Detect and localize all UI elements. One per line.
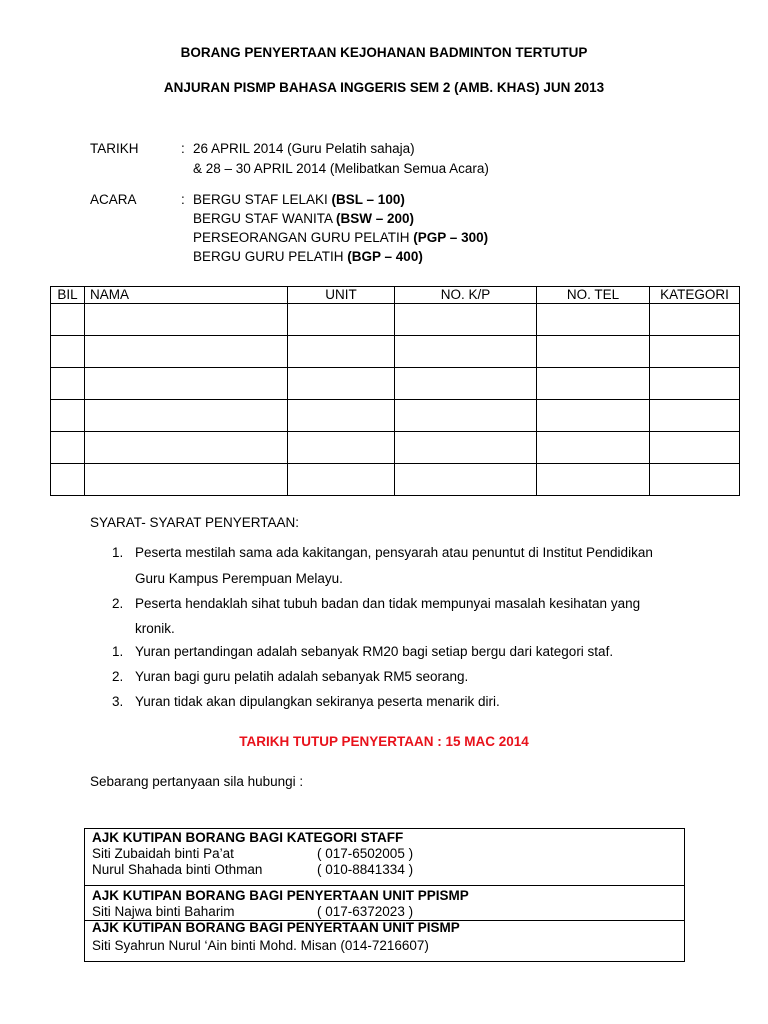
table-cell[interactable] — [537, 464, 650, 496]
contact-name: Siti Najwa binti Baharim — [92, 904, 235, 919]
condition-text: Guru Kampus Perempuan Melayu. — [135, 571, 343, 586]
table-cell[interactable] — [650, 464, 740, 496]
condition-text: Yuran tidak akan dipulangkan sekiranya peserta menarik diri. — [135, 694, 500, 709]
contact-name: Siti Zubaidah binti Pa’at — [92, 846, 234, 861]
event-code: (BSL – 100) — [331, 192, 405, 207]
table-body — [51, 304, 740, 496]
tarikh-line-2: & 28 – 30 APRIL 2014 (Melibatkan Semua Acara) — [193, 161, 489, 176]
table-cell[interactable] — [51, 336, 85, 368]
table-header-row — [51, 287, 740, 304]
table-cell[interactable] — [537, 336, 650, 368]
table-cell[interactable] — [85, 464, 288, 496]
table-cell[interactable] — [650, 336, 740, 368]
contact-person — [85, 938, 684, 954]
table-cell[interactable] — [395, 464, 537, 496]
table-cell[interactable] — [85, 368, 288, 400]
table-cell[interactable] — [51, 432, 85, 464]
table-cell[interactable] — [650, 368, 740, 400]
table-cell[interactable] — [395, 400, 537, 432]
table-cell[interactable] — [288, 400, 395, 432]
contact-heading: AJK KUTIPAN BORANG BAGI KATEGORI STAFF — [92, 830, 404, 845]
table-row — [51, 400, 740, 432]
condition-text: Peserta mestilah sama ada kakitangan, pensyarah atau penuntut di Institut Pendidikan — [135, 545, 653, 560]
condition-text: Peserta hendaklah sihat tubuh badan dan tidak mempunyai masalah kesihatan yang — [135, 596, 641, 611]
table-row — [51, 368, 740, 400]
table-row — [51, 304, 740, 336]
table-cell[interactable] — [537, 304, 650, 336]
col-no-kp: NO. K/P — [395, 287, 537, 304]
table-cell[interactable] — [85, 304, 288, 336]
conditions-heading: SYARAT- SYARAT PENYERTAAN: — [90, 515, 300, 530]
table-cell[interactable] — [537, 432, 650, 464]
tarikh-colon: : — [181, 141, 185, 156]
enquiry-text: Sebarang pertanyaan sila hubungi : — [90, 774, 304, 789]
contact-person — [85, 846, 684, 862]
tarikh-label: TARIKH — [90, 141, 139, 156]
table-cell[interactable] — [85, 336, 288, 368]
contact-box-ppismp — [84, 885, 685, 921]
table-cell[interactable] — [395, 336, 537, 368]
contact-box-staff — [84, 828, 685, 886]
form-title: BORANG PENYERTAAN KEJOHANAN BADMINTON TERTUTUP — [180, 45, 588, 60]
condition-text: Yuran bagi guru pelatih adalah sebanyak RM5 seorang. — [135, 669, 469, 684]
table-row — [51, 432, 740, 464]
condition-text: kronik. — [135, 621, 175, 636]
event-code: (BSW – 200) — [336, 211, 415, 226]
form-subtitle: ANJURAN PISMP BAHASA INGGERIS SEM 2 (AMB. KHAS) JUN 2013 — [163, 80, 605, 95]
table-cell[interactable] — [395, 368, 537, 400]
table-cell[interactable] — [395, 304, 537, 336]
table-row — [51, 464, 740, 496]
event-name: BERGU STAF LELAKI — [193, 192, 332, 207]
contact-phone: ( 010-8841334 ) — [317, 862, 414, 877]
col-unit: UNIT — [288, 287, 395, 304]
table-cell[interactable] — [288, 368, 395, 400]
closing-date: TARIKH TUTUP PENYERTAAN : 15 MAC 2014 — [239, 734, 529, 749]
contact-person — [85, 862, 684, 878]
table-cell[interactable] — [51, 400, 85, 432]
event-code: (BGP – 400) — [347, 249, 423, 264]
table-cell[interactable] — [85, 432, 288, 464]
table-cell[interactable] — [650, 432, 740, 464]
table-row — [51, 336, 740, 368]
contact-heading: AJK KUTIPAN BORANG BAGI PENYERTAAN UNIT PPISMP — [92, 888, 469, 903]
contact-person — [85, 904, 684, 920]
tarikh-line-1: 26 APRIL 2014 (Guru Pelatih sahaja) — [193, 141, 415, 156]
col-nama: NAMA — [85, 287, 288, 304]
table-cell[interactable] — [650, 304, 740, 336]
condition-num: 1. — [112, 644, 124, 659]
contact-name: Siti Syahrun Nurul ‘Ain binti Mohd. Misan (014-7216607) — [92, 938, 429, 953]
condition-num: 2. — [112, 669, 124, 684]
table-cell[interactable] — [395, 432, 537, 464]
table-cell[interactable] — [51, 464, 85, 496]
table-cell[interactable] — [650, 400, 740, 432]
table-cell[interactable] — [51, 304, 85, 336]
acara-colon: : — [181, 192, 185, 207]
contact-box-pismp — [84, 920, 685, 962]
contact-name: Nurul Shahada binti Othman — [92, 862, 263, 877]
event-bsw — [193, 211, 414, 226]
condition-num: 3. — [112, 694, 124, 709]
condition-num: 1. — [112, 545, 124, 560]
col-kategori: KATEGORI — [650, 287, 740, 304]
table-cell[interactable] — [85, 400, 288, 432]
event-name: BERGU STAF WANITA — [193, 211, 337, 226]
table-cell[interactable] — [537, 368, 650, 400]
col-bil: BIL — [51, 287, 85, 304]
table-cell[interactable] — [288, 336, 395, 368]
contact-phone: ( 017-6502005 ) — [317, 846, 414, 861]
table-cell[interactable] — [537, 400, 650, 432]
event-bgp — [193, 249, 423, 264]
event-name: BERGU GURU PELATIH — [193, 249, 348, 264]
table-cell[interactable] — [51, 368, 85, 400]
table-cell[interactable] — [288, 464, 395, 496]
condition-num: 2. — [112, 596, 124, 611]
acara-label: ACARA — [90, 192, 137, 207]
table-cell[interactable] — [288, 432, 395, 464]
contact-phone: ( 017-6372023 ) — [317, 904, 414, 919]
event-bsl — [193, 192, 405, 207]
condition-text: Yuran pertandingan adalah sebanyak RM20 bagi setiap bergu dari kategori staf. — [135, 644, 614, 659]
event-pgp — [193, 230, 488, 245]
contact-heading: AJK KUTIPAN BORANG BAGI PENYERTAAN UNIT PISMP — [92, 920, 460, 935]
table-cell[interactable] — [288, 304, 395, 336]
registration-table — [50, 286, 740, 496]
event-name: PERSEORANGAN GURU PELATIH — [193, 230, 414, 245]
col-no-tel: NO. TEL — [537, 287, 650, 304]
event-code: (PGP – 300) — [413, 230, 489, 245]
